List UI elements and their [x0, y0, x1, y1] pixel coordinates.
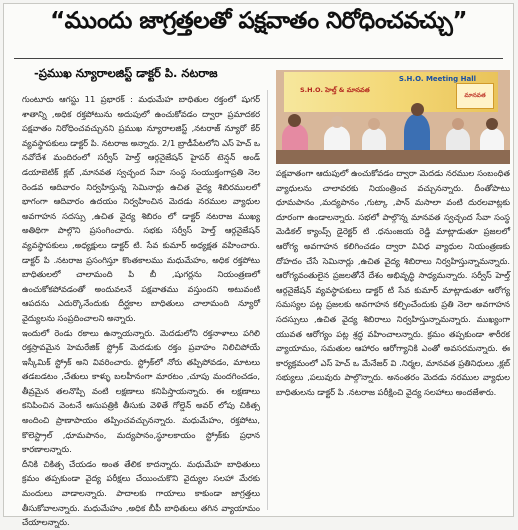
article-byline: -ప్రముఖ న్యూరాలజిస్ట్ డాక్టర్ పి. నటరాజ	[34, 66, 218, 80]
event-photo	[276, 70, 510, 164]
person-head	[288, 114, 301, 127]
person-head	[452, 118, 464, 130]
paragraph: దీనికి చికిత్స చేయడం అంత తేలిక కాదన్నారు. మధుమేహ బాధితులు క్రమం తప్పకుండా వైద్య పరీక్షలు చేయించుకొని వైద్యుల సలహా మేరకు మందులు వాడాలన్నారు. పాదాలకు గాయాలు కాకుండా జాగ్రత్తలు తీసుకోవాలన్నారు. మధుమేహం ,అధిక బీపీ బాధితులు తగిన వ్యాయామం చేయాలన్నారు.	[22, 458, 260, 528]
paragraph: ఇందులో రెండు రకాలు ఉన్నాయన్నారు. మెదడులోని రక్తనాళాలు పగిలి రక్తస్రావమైన హెమరేజిక్ స్ట్రోక్ మెదడుకు రక్తం ప్రవాహం నిలిచిపోయే ఇస్కీమిక్ స్ట్రోక్ అని వివరించారు. స్ట్రోక్‌లో నోరు తప్పిపోవడం, మాటలు తడబడటం ,చేతులు కాళ్ళు బలహీనంగా మారటం ,చూపు మందగించడం, తీవ్రమైన తలనొప్పి వంటి లక్షణాలు కనిపిస్తాయన్నారు. ఈ లక్షణాలు కనిపించిన వెంటనే ఆసుపత్రికి తీసుకు వెళితే గోల్డెన్ అవర్ లోపు చికిత్స అందించి ప్రాణాపాయం తప్పించవచ్చునన్నారు. మధుమేహం, రక్తపోటు, కొలెస్ట్రాల్ ,ధూమపానం, మద్యపానం,స్థూలకాయం స్ట్రోక్‌కు ప్రధాన కారణాలన్నారు.	[22, 327, 260, 455]
headline-rule	[14, 58, 503, 59]
article-column-right	[276, 166, 510, 514]
person-head	[411, 103, 424, 116]
paragraph: పక్షవాతంగా ఆదుపులో ఉంచుకోవడం ద్వారా మెదడు నరముల సంబంధిత వ్యాధులను చాలావరకు నియంత్రించ వచ్చునన్నారు. దీంతోపాటు ధూమపానం ,మద్యపానం ,గుట్కా ,పాన్ మసాలా వంటి దురలవాట్లకు దూరంగా ఉండాలన్నారు. సభలో పాల్గొన్న మానవత స్వచ్ఛంద సేవా సంస్థ మెడికల్ క్యాంప్స్ డైరెక్టర్ టి .ధనుంజయ రెడ్డి మాట్లాడుతూ ప్రజలలో ఆరోగ్య అవగాహన కలిగించడం ద్వారా వివిధ వ్యాధుల నియంత్రణకు దోహదం చేసే సెమినార్లు ,ఉచిత వైద్య శిబిరాలు నిర్వహిస్తున్నామన్నారు. ఆరోగ్యవంతులైన ప్రజలతోనే దేశం అభివృద్ధి సాధ్యమన్నారు. సర్వీస్ హెల్త్ ఆర్గనైజేషన్ వ్యవస్థాపకులు డాక్టర్ టి సేవ కుమార్ మాట్లాడుతూ ఆరోగ్య సమస్యల పట్ల ప్రజలకు అవగాహన కల్పించేందుకు ప్రతి నెలా అవగాహన సదస్సులు ,ఉచిత వైద్య శిబిరాలు నిర్వహిస్తున్నామన్నారు. ముఖ్యంగా యువత ఆరోగ్యం పట్ల శ్రద్ధ వహించాలన్నారు. క్రమం తప్పకుండా శారీరక వ్యాయామం, సమతుల ఆహారం ఆరోగ్యానికి ఎంతో అవసరమన్నారు. ఈ కార్యక్రమంలో ఎస్ హెచ్ ఒ మేనేజర్ వి .నిర్మల, మానవత ప్రతినిధులు ,క్లబ్ సభ్యులు ,పలువురు పాల్గొన్నారు. అనంతరం మెదడు నరముల వ్యాధుల బాధితులను డాక్టర్ పి .నటరాజ పరీక్షించి వైద్య సలహాలు అందజేశారు.	[276, 168, 510, 397]
person-head	[368, 118, 380, 130]
banner-text: S.H.O. హెల్త్ & మానవత	[300, 86, 370, 94]
column-divider	[267, 90, 268, 510]
person-head	[331, 116, 343, 128]
event-banner	[284, 72, 498, 112]
paragraph: గుంటూరు ఆగస్టు 11 ప్రభారక్ : మధుమేహ బాధితుల రక్తంలో షుగర్ శాతాన్ని ,అధిక రక్తపోటును అదుపులో ఉంచుకోవడం ద్వారా ప్రమాదకర పక్షవాతం నిరోధించవచ్చునని ప్రముఖ న్యూరాలజిస్ట్ ,నటరాజ్ న్యూరో కేర్ వ్యవస్థాపకులు డాక్టర్ పి. నటరాజ అన్నారు. 2/1 బ్రాడీపేటలోని ఎస్ హెచ్ ఒ నవోదేశ మందిరంలో సర్వీస్ హెల్త్ ఆర్గనైజేషన్ హైపర్ టెన్షన్ అండ్ డయాబెటిక్ క్లబ్ ,మానవత స్వచ్ఛంద సేవా సంస్థ సంయుక్తంగాప్రతి నెల రెండవ ఆదివారం నిర్వహిస్తున్న సెమినార్లు ఉచిత వైద్య శిబిరములలో భాగంగా ఆదివారం ఉదయం నిర్వహించిన మెదడు నరముల వ్యాధుల అవగాహన సదస్సు ,ఉచిత వైద్య శిబిరం లో డాక్టర్ నటరాజ ముఖ్య అతిథిగా పాల్గొని ప్రసంగించారు. సభకు సర్వీస్ హెల్త్ ఆర్గనైజేషన్ వ్యవస్థాపకులు ,అధ్యక్షులు డాక్టర్ టి. సేవ కుమార్ అధ్యక్షత వహించారు. డాక్టర్ పి .నటరాజ ప్రసంగిస్తూ కొంతకాలము మధుమేహం, అధిక రక్తపోటు బాధితులలో చాలామంది పి బీ ,షుగర్లను నియంత్రణలో ఉంచుకోకపోవడంతో అందువలనే పక్షవాతము వస్తుందని అటువంటి ఆపదను ఎదుర్కొనేందుకు దీర్ఘకాల బాధితులు చాలామంది న్యూరో వైద్యులను సంప్రదించాలని అన్నారు.	[22, 94, 261, 323]
banner-logo: మానవత	[456, 83, 494, 109]
newspaper-clipping	[3, 3, 514, 528]
podium-table	[276, 150, 510, 164]
banner-title: S.H.O. Meeting Hall	[398, 75, 476, 83]
person-figure	[404, 114, 430, 154]
article-column-left	[22, 92, 261, 528]
article-headline: “ముందు జాగ్రత్తలతో పక్షవాతం నిరోధించవచ్చు”	[50, 8, 467, 34]
person-head	[486, 118, 498, 130]
